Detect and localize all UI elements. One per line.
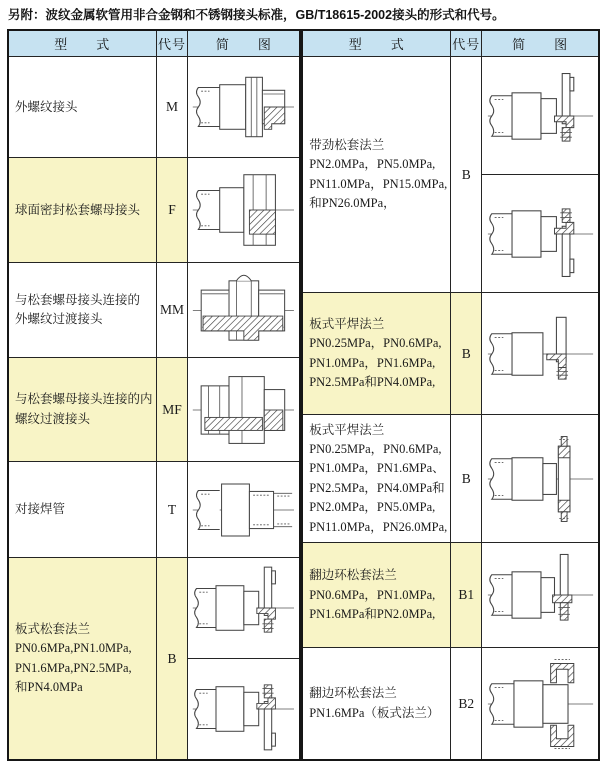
fitting-type-line: 对接焊管 [15,502,66,517]
fitting-diagram-cell [188,158,300,263]
fitting-type-line: 翻边环松套法兰 [309,568,397,583]
fitting-type-line: 板式松套法兰 [15,621,91,636]
fitting-diagram [482,649,598,759]
fitting-diagram-cell [188,358,300,462]
diagram-flange_b1 [485,548,596,642]
table-row [302,415,599,543]
fitting-type-line: PN2.0MPa，PN5.0MPa, [309,500,436,515]
fitting-type-cell [8,57,156,158]
table-row [302,293,599,415]
fitting-code-cell: M [156,57,188,158]
fitting-code-cell: B [451,293,482,415]
header-row [8,30,300,57]
diagram-male [190,60,297,154]
fitting-code-cell: T [156,462,188,558]
fitting-type-line: PN2.5MPa，PN4.0MPa和 [309,480,445,495]
column-header-code: 代号 [451,30,482,57]
diagram-weld_flange [485,307,596,401]
fitting-diagram-cell [188,558,300,760]
fitting-diagram-cell [482,57,599,293]
fitting-type-cell [302,293,451,415]
diagram-mf [190,363,297,457]
fitting-diagram-cell [188,57,300,158]
fitting-type-line: 和PN26.0MPa， [309,196,396,211]
fitting-type-line: PN1.0MPa，PN1.6MPa, [309,355,436,370]
fitting-type-cell [302,648,451,760]
column-header-code: 代号 [156,30,188,57]
fitting-diagram [188,559,299,659]
fitting-code-cell: F [156,158,188,263]
fitting-type-line: 翻边环松套法兰 [309,686,397,701]
left-table [7,29,301,761]
page-title: 另附：波纹金属软管用非合金钢和不锈钢接头标准，GB/T18615-2002接头的形式和代号。 [8,8,505,22]
diagram-flange_down [190,662,297,756]
fitting-type-line: PN2.0MPa，PN5.0MPa, [309,157,436,172]
column-header-diagram: 简 图 [188,30,300,57]
diagram-flange_b2 [485,657,596,751]
table-row [8,358,300,462]
fitting-type-line: 板式平焊法兰 [309,422,385,437]
fitting-type-line: 带劲松套法兰 [309,138,385,152]
fitting-type-line: 外螺纹接头 [15,99,78,114]
fitting-type-line: PN1.6MPa,PN2.5MPa, [15,660,132,675]
fitting-diagram [188,264,299,357]
column-header-diagram: 简 图 [482,30,599,57]
table-row [302,57,599,293]
fitting-diagram [482,174,598,292]
diagram-flange_up [485,69,596,163]
fitting-type-line: 外螺纹过渡接头 [15,312,103,327]
table-row [8,158,300,263]
table-row [302,543,599,648]
fitting-type-line: PN0.6MPa,PN1.0MPa, [15,641,132,656]
diagram-nut [190,163,297,257]
fitting-diagram-cell [482,543,599,648]
fitting-type-line: PN11.0MPa，PN15.0MPa, [309,176,448,191]
fitting-code-cell: B2 [451,648,482,760]
fitting-diagram [482,294,598,414]
fitting-diagram [188,658,299,759]
fitting-diagram-cell [482,415,599,543]
fitting-type-line: 与松套螺母接头连接的内 [15,392,153,407]
fitting-diagram-cell [188,263,300,358]
document-page [0,7,600,761]
fitting-type-line: 与松套螺母接头连接的 [15,292,141,307]
fitting-diagram-cell [482,293,599,415]
fitting-type-cell [8,158,156,263]
diagram-flange_up [190,561,297,655]
fitting-diagram [482,416,598,542]
right-table [301,29,600,761]
table-row [8,57,300,158]
fitting-diagram-cell [482,648,599,760]
fitting-diagram [482,58,598,175]
fitting-diagram [482,544,598,647]
fitting-type-cell [302,57,451,293]
fitting-diagram [188,359,299,461]
fitting-type-line: PN0.25MPa，PN0.6MPa, [309,442,442,456]
fitting-type-cell [302,415,451,543]
table-row [8,263,300,358]
fitting-type-cell [8,558,156,760]
diagram-weld_flange2 [485,432,596,526]
diagram-tt [190,465,297,555]
fitting-type-line: 螺纹过渡接头 [15,411,91,426]
column-header-type: 型 式 [302,30,451,57]
header-row [302,30,599,57]
fitting-code-cell: B [451,57,482,293]
table-row [8,558,300,760]
fitting-type-cell [8,263,156,358]
fitting-diagram [188,159,299,262]
fitting-type-line: PN2.5MPa和PN4.0MPa, [309,375,436,390]
fitting-type-line: PN0.25MPa，PN0.6MPa, [309,336,442,351]
fitting-type-line: 球面密封松套螺母接头 [15,202,141,217]
fitting-type-line: PN0.6MPa，PN1.0MPa, [309,587,436,602]
diagram-flange_down [485,187,596,281]
fitting-code-cell: B [451,415,482,543]
column-header-type: 型 式 [8,30,156,57]
fitting-code-cell: B [156,558,188,760]
fitting-type-cell [8,462,156,558]
fitting-type-cell [8,358,156,462]
fitting-code-cell: MF [156,358,188,462]
diagram-mm [190,266,297,355]
table-row [302,648,599,760]
fitting-code-cell: B1 [451,543,482,648]
fitting-type-line: PN1.0MPa，PN1.6MPa、 [309,461,445,476]
fitting-tables [7,29,600,761]
fitting-type-line: 和PN4.0MPa [15,679,83,694]
fitting-type-line: 板式平焊法兰 [309,317,385,331]
fitting-type-cell [302,543,451,648]
fitting-diagram [188,463,299,557]
table-row [8,462,300,558]
fitting-type-line: PN1.6MPa（板式法兰） [309,705,440,720]
fitting-diagram-cell [188,462,300,558]
fitting-code-cell: MM [156,263,188,358]
fitting-type-line: PN11.0MPa，PN26.0MPa, [309,519,448,534]
fitting-type-line: PN1.6MPa和PN2.0MPa, [309,606,436,621]
fitting-diagram [188,58,299,157]
